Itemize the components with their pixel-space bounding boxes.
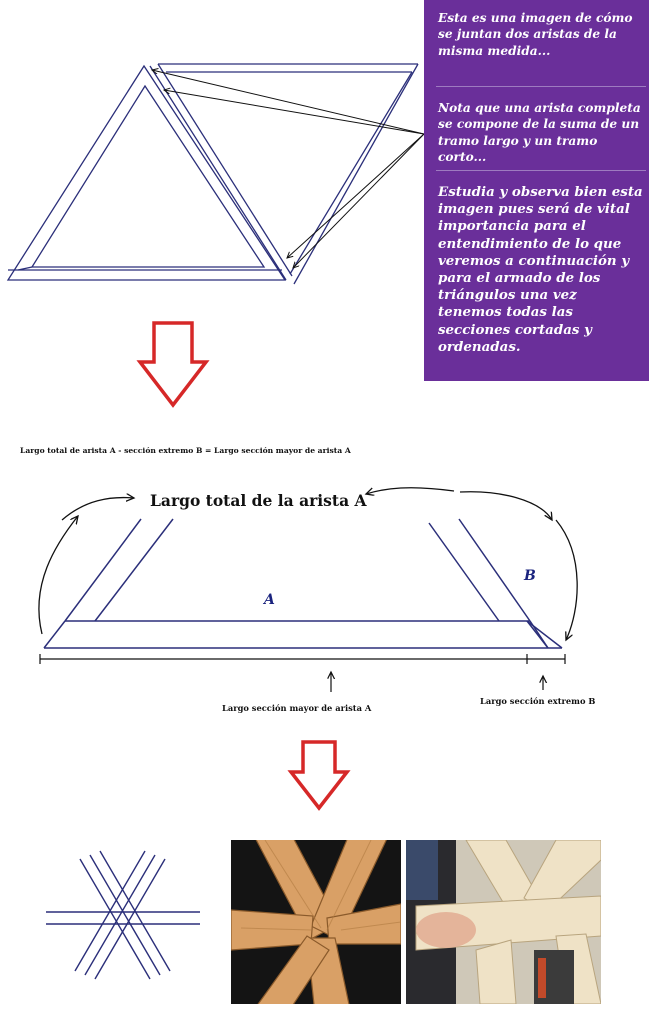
caption-end-section: Largo sección extremo B: [480, 696, 596, 706]
edge-a-title: Largo total de la arista A: [150, 491, 367, 510]
down-arrow-icon: [140, 323, 206, 405]
callout-paragraph-1: Esta es una imagen de cómo se juntan dos aristas de la misma medida...: [438, 11, 633, 58]
triangle-outer: [8, 66, 285, 280]
callout-box: [424, 0, 649, 381]
edge-a-diagram: [44, 519, 562, 648]
callout-divider: [436, 86, 646, 87]
callout-paragraph-3: Estudia y observa bien esta imagen pues será de vital importancia para el entendimiento de lo que veremos a continuación y para el armado de los triángulos una vez tenemos todas las secciones cortadas y ordenadas.: [438, 184, 643, 355]
formula-text: Largo total de arista A - sección extremo B = Largo sección mayor de arista A: [20, 446, 351, 455]
triangle-frame: [8, 66, 285, 280]
assembly-photo: [406, 840, 601, 1004]
label-b: B: [524, 568, 536, 584]
down-arrow-icon: [291, 742, 347, 808]
callout-paragraph-2: Nota que una arista completa se compone de la suma de un tramo largo y un tramo corto...: [438, 101, 641, 165]
callout-divider: [436, 170, 646, 171]
six-arm-joint-sketch: [46, 851, 200, 979]
caption-major-section: Largo sección mayor de arista A: [222, 703, 372, 713]
label-a: A: [264, 592, 275, 608]
wood-joint-photo: [231, 840, 401, 1004]
triangle-second-piece: [150, 64, 418, 284]
callout-pointers: [152, 70, 424, 268]
measure-line: [40, 654, 565, 692]
